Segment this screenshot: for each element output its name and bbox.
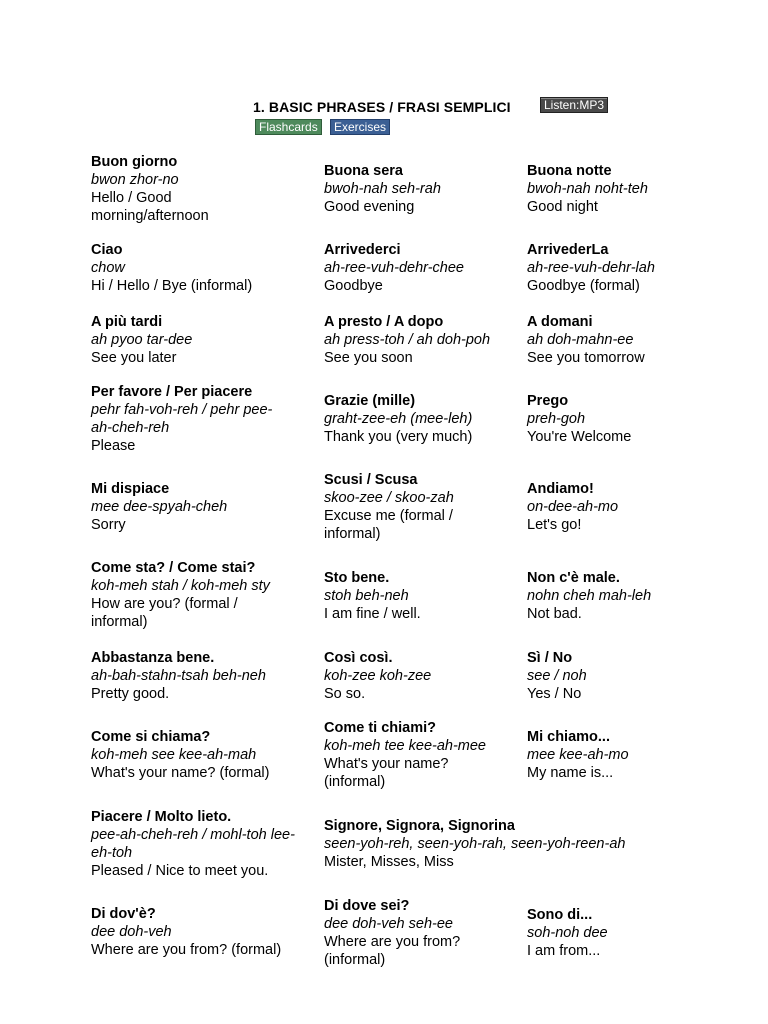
- pronunciation: bwoh-nah seh-rah: [324, 181, 441, 197]
- pronunciation: bwoh-nah noht-teh: [527, 181, 648, 197]
- translation: What's your name? (informal): [324, 756, 449, 790]
- pronunciation: bwon zhor-no: [91, 172, 179, 188]
- translation: How are you? (formal / informal): [91, 596, 238, 630]
- italian-phrase: Sono di...: [527, 907, 593, 923]
- phrase-entry: [527, 906, 727, 960]
- phrase-entry: [527, 480, 727, 534]
- translation: Good evening: [324, 199, 415, 215]
- page-title: 1. BASIC PHRASES / FRASI SEMPLICI: [253, 99, 511, 115]
- phrase-entry: [324, 897, 499, 969]
- pronunciation: nohn cheh mah-leh: [527, 588, 652, 604]
- flashcards-button[interactable]: Flashcards: [255, 119, 322, 135]
- italian-phrase: Prego: [527, 393, 569, 409]
- translation: See you later: [91, 350, 177, 366]
- italian-phrase: Di dov'è?: [91, 906, 156, 922]
- translation: Hello / Good morning/afternoon: [91, 190, 209, 224]
- pronunciation: chow: [91, 260, 125, 276]
- translation: Sorry: [91, 517, 126, 533]
- phrase-entry: [91, 241, 291, 295]
- translation: So so.: [324, 686, 366, 702]
- italian-phrase: Andiamo!: [527, 481, 594, 497]
- translation: Please: [91, 438, 136, 454]
- italian-phrase: A presto / A dopo: [324, 314, 444, 330]
- pronunciation: ah press-toh / ah doh-poh: [324, 332, 491, 348]
- pronunciation: stoh beh-neh: [324, 588, 409, 604]
- pronunciation: seen-yoh-reh, seen-yoh-rah, seen-yoh-reen-ah: [324, 836, 626, 852]
- phrase-entry: [91, 480, 291, 534]
- phrase-entry: [91, 905, 311, 959]
- pronunciation: pee-ah-cheh-reh / mohl-toh lee-eh-toh: [91, 827, 295, 861]
- italian-phrase: Buona notte: [527, 163, 612, 179]
- italian-phrase: Sì / No: [527, 650, 573, 666]
- phrase-entry: [91, 728, 311, 782]
- phrase-entry: [324, 471, 499, 543]
- phrase-entry: [527, 569, 727, 623]
- translation: What's your name? (formal): [91, 765, 270, 781]
- translation: My name is...: [527, 765, 614, 781]
- italian-phrase: ArrivederLa: [527, 242, 609, 258]
- italian-phrase: A domani: [527, 314, 593, 330]
- translation: Mister, Misses, Miss: [324, 854, 454, 870]
- translation: Goodbye (formal): [527, 278, 640, 294]
- translation: Excuse me (formal / informal): [324, 508, 453, 542]
- pronunciation: on-dee-ah-mo: [527, 499, 619, 515]
- italian-phrase: Non c'è male.: [527, 570, 620, 586]
- translation: Not bad.: [527, 606, 582, 622]
- phrase-entry: [324, 719, 504, 791]
- italian-phrase: Come ti chiami?: [324, 720, 436, 736]
- pronunciation: dee doh-veh: [91, 924, 172, 940]
- pronunciation: mee kee-ah-mo: [527, 747, 629, 763]
- phrase-entry: [91, 559, 281, 631]
- italian-phrase: Per favore / Per piacere: [91, 384, 253, 400]
- italian-phrase: Come si chiama?: [91, 729, 211, 745]
- pronunciation: soh-noh dee: [527, 925, 608, 941]
- translation: See you tomorrow: [527, 350, 645, 366]
- italian-phrase: Buon giorno: [91, 154, 178, 170]
- phrase-entry: [324, 649, 514, 703]
- italian-phrase: Abbastanza bene.: [91, 650, 215, 666]
- translation: Goodbye: [324, 278, 383, 294]
- italian-phrase: Grazie (mille): [324, 393, 416, 409]
- translation: See you soon: [324, 350, 413, 366]
- phrase-entry: [91, 808, 296, 880]
- phrase-entry: [324, 162, 514, 216]
- exercises-button[interactable]: Exercises: [330, 119, 390, 135]
- pronunciation: skoo-zee / skoo-zah: [324, 490, 454, 506]
- phrase-entry: [527, 162, 727, 216]
- italian-phrase: Piacere / Molto lieto.: [91, 809, 232, 825]
- italian-phrase: Buona sera: [324, 163, 403, 179]
- phrase-entry: [324, 817, 724, 871]
- translation: I am fine / well.: [324, 606, 421, 622]
- italian-phrase: Sto bene.: [324, 570, 390, 586]
- phrase-entry: [324, 313, 524, 367]
- pronunciation: ah-ree-vuh-dehr-lah: [527, 260, 655, 276]
- phrase-entry: [527, 392, 727, 446]
- italian-phrase: Mi dispiace: [91, 481, 170, 497]
- phrase-entry: [527, 313, 727, 367]
- phrase-entry: [91, 313, 291, 367]
- phrase-entry: [527, 241, 727, 295]
- translation: You're Welcome: [527, 429, 632, 445]
- translation: Let's go!: [527, 517, 582, 533]
- italian-phrase: Scusi / Scusa: [324, 472, 418, 488]
- pronunciation: ah-ree-vuh-dehr-chee: [324, 260, 464, 276]
- pronunciation: koh-zee koh-zee: [324, 668, 432, 684]
- pronunciation: pehr fah-voh-reh / pehr pee-ah-cheh-reh: [91, 402, 273, 436]
- italian-phrase: Ciao: [91, 242, 123, 258]
- pronunciation: preh-goh: [527, 411, 586, 427]
- pronunciation: mee dee-spyah-cheh: [91, 499, 228, 515]
- phrase-entry: [91, 383, 291, 455]
- phrase-entry: [91, 153, 271, 225]
- translation: Yes / No: [527, 686, 582, 702]
- italian-phrase: Così così.: [324, 650, 393, 666]
- italian-phrase: Mi chiamo...: [527, 729, 610, 745]
- pronunciation: see / noh: [527, 668, 587, 684]
- translation: Pleased / Nice to meet you.: [91, 863, 269, 879]
- translation: Thank you (very much): [324, 429, 473, 445]
- pronunciation: ah doh-mahn-ee: [527, 332, 634, 348]
- phrase-entry: [527, 649, 727, 703]
- italian-phrase: Arrivederci: [324, 242, 401, 258]
- italian-phrase: Signore, Signora, Signorina: [324, 818, 515, 834]
- listen-mp3-button[interactable]: Listen:MP3: [540, 97, 608, 113]
- pronunciation: dee doh-veh seh-ee: [324, 916, 453, 932]
- pronunciation: graht-zee-eh (mee-leh): [324, 411, 473, 427]
- pronunciation: koh-meh see kee-ah-mah: [91, 747, 257, 763]
- pronunciation: koh-meh tee kee-ah-mee: [324, 738, 486, 754]
- translation: Where are you from? (informal): [324, 934, 461, 968]
- phrase-entry: [324, 569, 514, 623]
- phrase-entry: [324, 241, 514, 295]
- italian-phrase: Come sta? / Come stai?: [91, 560, 256, 576]
- title-row: [253, 99, 511, 115]
- pronunciation: ah-bah-stahn-tsah beh-neh: [91, 668, 266, 684]
- translation: Pretty good.: [91, 686, 170, 702]
- italian-phrase: A più tardi: [91, 314, 163, 330]
- translation: I am from...: [527, 943, 601, 959]
- translation: Good night: [527, 199, 598, 215]
- phrase-entry: [91, 649, 301, 703]
- phrase-entry: [324, 392, 524, 446]
- translation: Where are you from? (formal): [91, 942, 282, 958]
- translation: Hi / Hello / Bye (informal): [91, 278, 253, 294]
- phrase-entry: [527, 728, 727, 782]
- pronunciation: koh-meh stah / koh-meh sty: [91, 578, 270, 594]
- italian-phrase: Di dove sei?: [324, 898, 410, 914]
- pronunciation: ah pyoo tar-dee: [91, 332, 193, 348]
